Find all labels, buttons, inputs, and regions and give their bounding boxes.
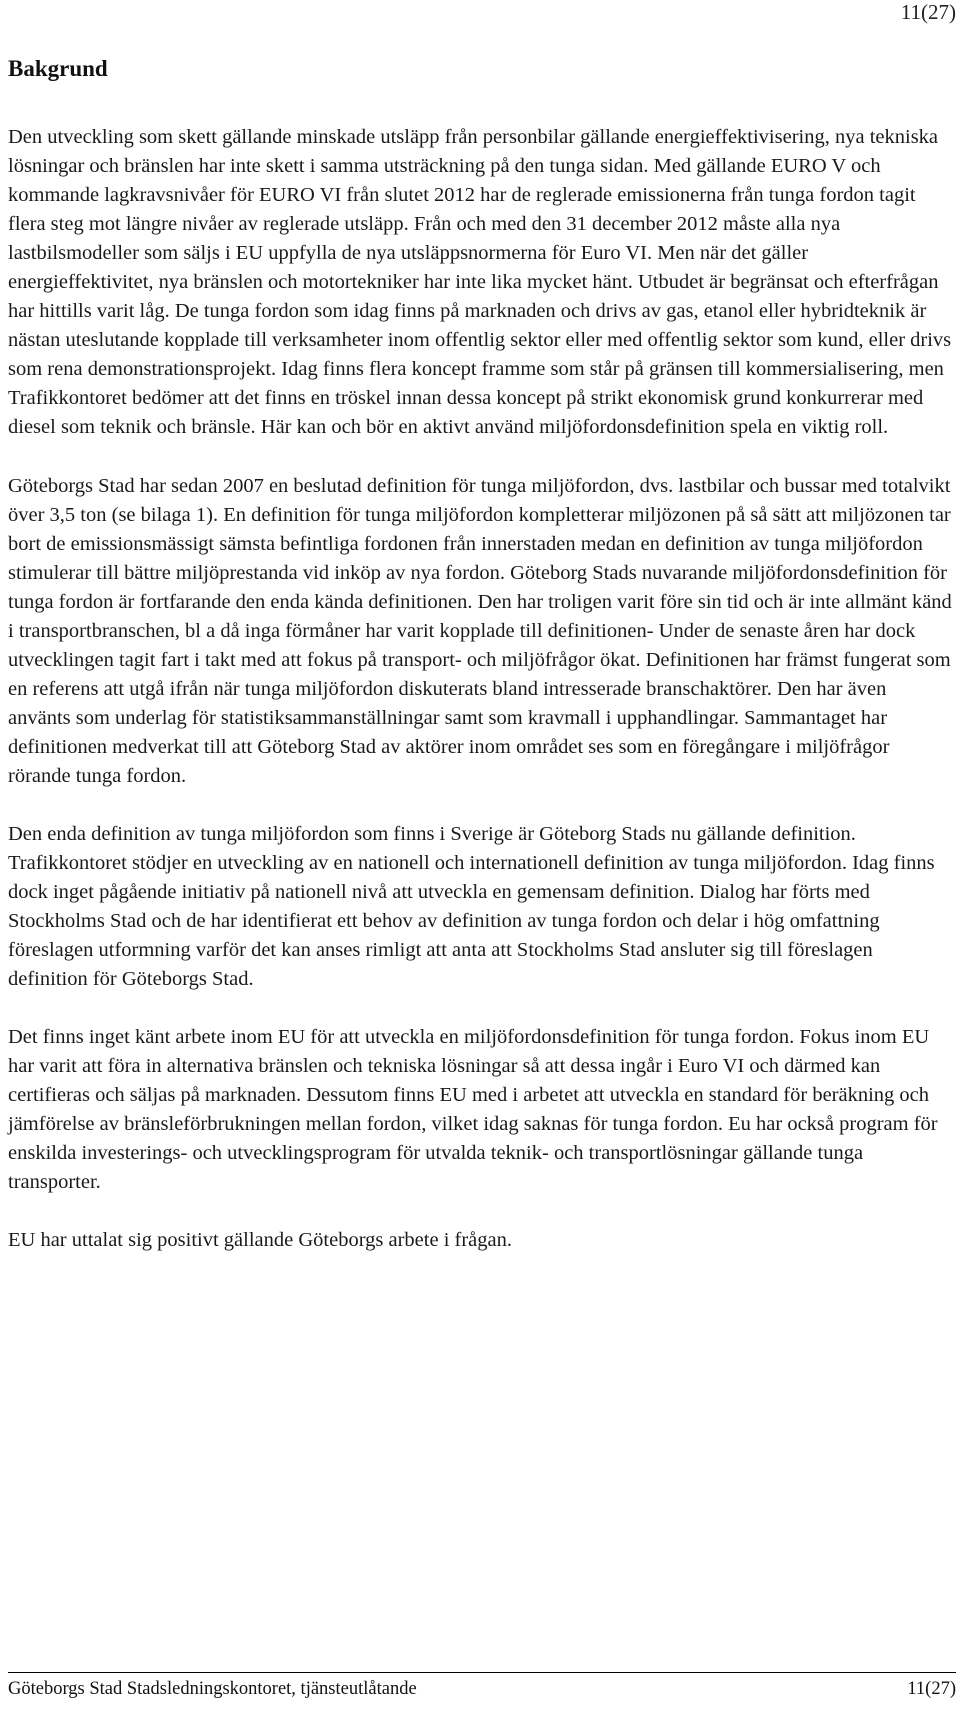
footer-organization-text: Göteborgs Stad Stadsledningskontoret, tjänsteutlåtande bbox=[8, 1679, 417, 1699]
body-paragraph-4: Det finns inget känt arbete inom EU för att utveckla en miljöfordonsdefinition för tunga fordon. Fokus inom EU har varit att föra in alternativa bränslen och tekniska lösningar så att dessa ingår i Euro VI och därmed kan certifieras och säljas på marknaden. Dessutom finns EU med i arbetet att utveckla en standard för beräkning och jämförelse av bränsleförbrukningen mellan fordon, vilket idag saknas för tunga fordon. Eu har också program för enskilda investerings- och utvecklingsprogram för utvalda teknik- och transportlösningar gällande tunga transporter. bbox=[8, 1026, 938, 1193]
footer-page-number: 11(27) bbox=[907, 1679, 956, 1699]
body-paragraph-3: Den enda definition av tunga miljöfordon som finns i Sverige är Göteborg Stads nu gällande definition. Trafikkontoret stödjer en utveckling av en nationell och internationell definition av tunga miljöfordon. Idag finns dock inget pågående initiativ på nationell nivå att utveckla en gemensam definition. Dialog har förts med Stockholms Stad och de har identifierat ett behov av definition av tunga fordon och delar i hög omfattning föreslagen utformning varför det kan anses rimligt att anta att Stockholms Stad ansluter sig till föreslagen definition för Göteborgs Stad. bbox=[8, 823, 935, 990]
section-heading: Bakgrund bbox=[8, 56, 108, 81]
body-paragraph-5: EU har uttalat sig positivt gällande Göteborgs arbete i frågan. bbox=[8, 1229, 513, 1251]
page-number-top: 11(27) bbox=[900, 0, 956, 24]
body-paragraph-1: Den utveckling som skett gällande minskade utsläpp från personbilar gällande energieffektivisering, nya tekniska lösningar och bränslen har inte skett i samma utsträckning på den tunga sidan. Med gällande EURO V och kommande lagkravsnivåer för EURO VI från slutet 2012 har de reglerade emissionerna från tunga fordon tagit flera steg mot längre nivåer av reglerade utsläpp. Från och med den 31 december 2012 måste alla nya lastbilsmodeller som säljs i EU uppfylla de nya utsläppsnormerna för Euro VI. Men när det gäller energieffektivitet, nya bränslen och motortekniker har inte lika mycket hänt. Utbudet är begränsat och efterfrågan har hittills varit låg. De tunga fordon som idag finns på marknaden och drivs av gas, etanol eller hybridteknik är nästan uteslutande kopplade till verksamheter inom offentlig sektor eller med offentlig sektor som kund, eller drivs som rena demonstrationsprojekt. Idag finns flera koncept framme som står på gränsen till kommersialisering, men Trafikkontoret bedömer att det finns en tröskel innan dessa koncept på strikt ekonomisk grund konkurrerar med diesel som teknik och bränsle. Här kan och bör en aktivt använd miljöfordonsdefinition spela en viktig roll. bbox=[8, 126, 952, 438]
document-body bbox=[8, 123, 952, 1255]
body-paragraph-2: Göteborgs Stad har sedan 2007 en beslutad definition för tunga miljöfordon, dvs. lastbilar och bussar med totalvikt över 3,5 ton (se bilaga 1). En definition för tunga miljöfordon kompletterar miljözonen på så sätt att miljözonen tar bort de emissionsmässigt sämsta befintliga fordonen från innerstaden medan en definition av tunga miljöfordon stimulerar till bättre miljöprestanda vid inköp av nya fordon. Göteborg Stads nuvarande miljöfordonsdefinition för tunga fordon är fortfarande den enda kända definitionen. Den har troligen varit före sin tid och är inte allmänt känd i transportbranschen, bl a då inga förmåner har varit kopplade till definitionen- Under de senaste åren har dock utvecklingen tagit fart i takt med att fokus på transport- och miljöfrågor ökat. Definitionen har främst fungerat som en referens att utgå ifrån när tunga miljöfordon diskuterats bland intresserade branschaktörer. Den har även använts som underlag för statistiksammanställningar samt som kravmall i upphandlingar. Sammantaget har definitionen medverkat till att Göteborg Stad av aktörer inom området ses som en föregångare i miljöfrågor rörande tunga fordon. bbox=[8, 475, 952, 787]
page-footer bbox=[8, 1672, 956, 1701]
